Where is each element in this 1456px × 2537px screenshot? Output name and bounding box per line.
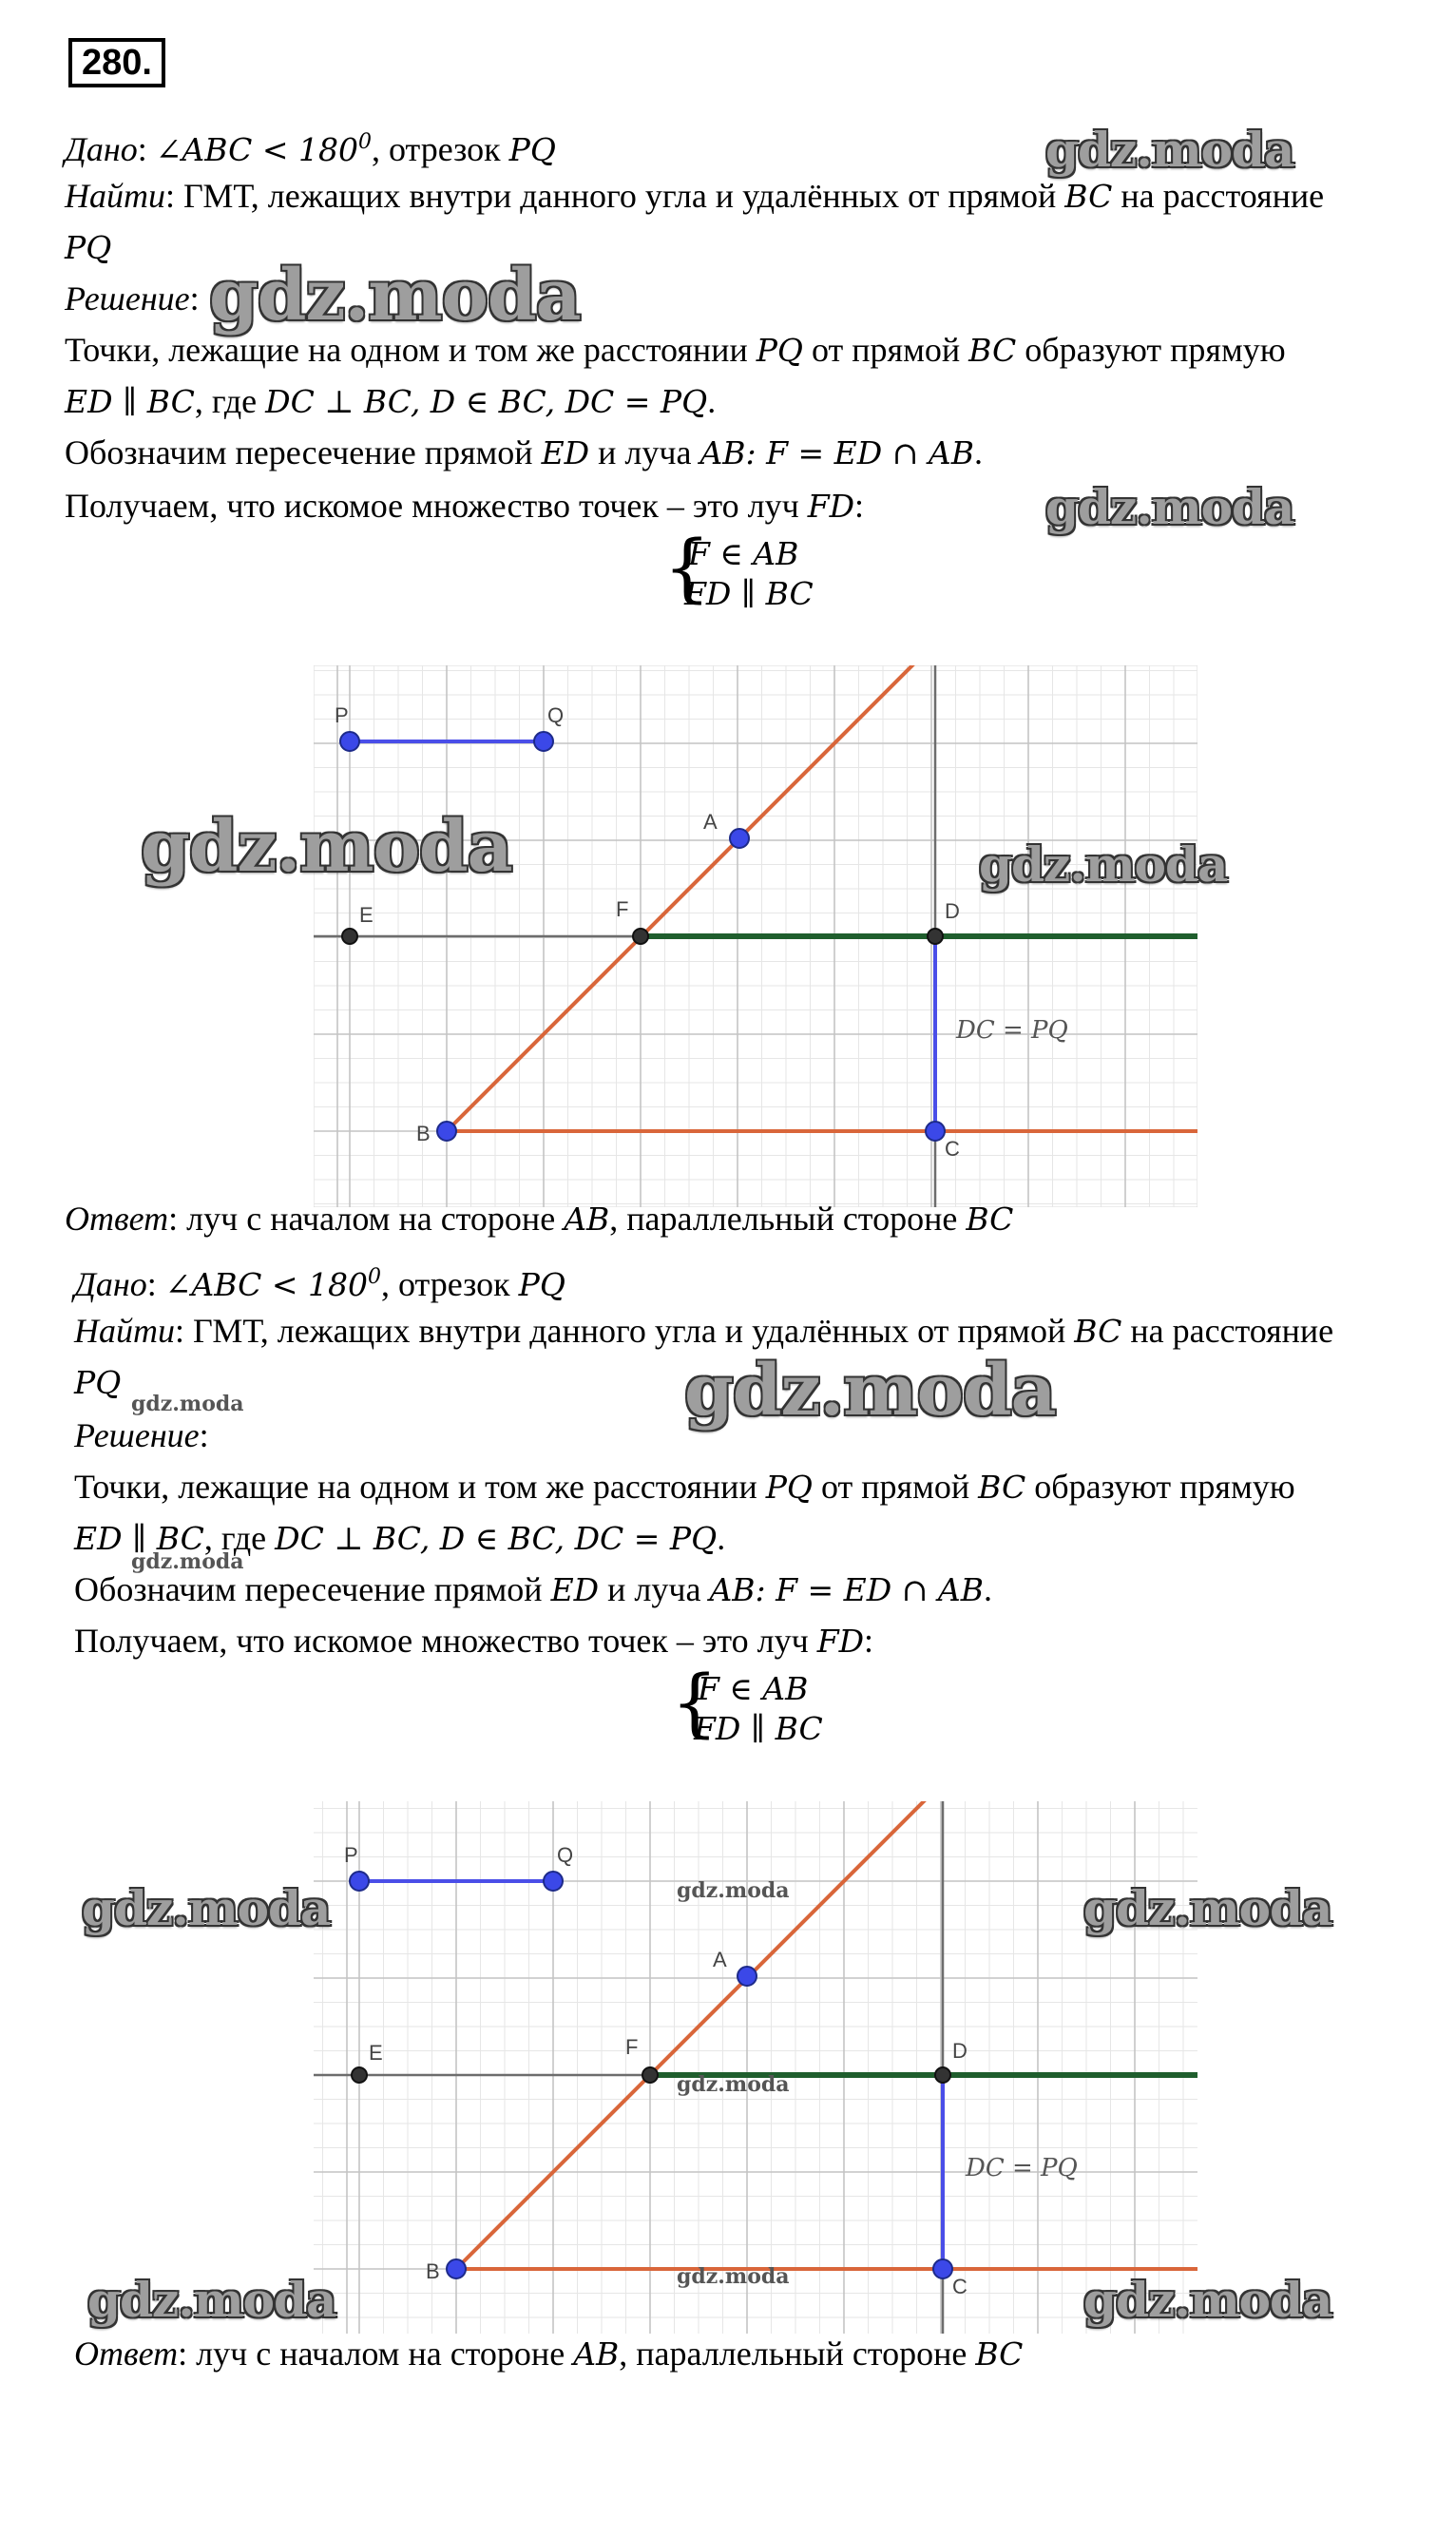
text: Обозначим пересечение прямой	[65, 433, 542, 471]
sep: :	[146, 1265, 165, 1303]
point-f	[633, 929, 648, 944]
label-d: D	[952, 2039, 967, 2063]
system-line-1	[688, 534, 798, 573]
math: BC	[968, 332, 1017, 369]
find-tail: на расстояние	[1121, 1312, 1334, 1350]
watermark-small: gdz.moda	[677, 2072, 790, 2097]
find-line-2	[65, 228, 111, 267]
point-c	[926, 1122, 945, 1141]
point-p	[350, 1872, 369, 1891]
math: F ∈ AB	[698, 1670, 809, 1707]
label-d: D	[945, 899, 960, 923]
text: , где	[203, 1519, 276, 1557]
math: AB	[573, 2335, 620, 2373]
math: BC	[978, 1469, 1026, 1506]
segment-pq: PQ	[508, 131, 556, 168]
system-line-2	[694, 1709, 823, 1748]
math: ED	[541, 434, 590, 471]
text: образуют прямую	[1016, 331, 1286, 369]
text: и луча	[589, 433, 700, 471]
point-a	[730, 829, 749, 848]
line-bc: BC	[1064, 178, 1113, 215]
solution-line-1	[74, 1468, 1295, 1507]
text: луч с началом на стороне	[186, 1200, 565, 1238]
text: Получаем, что искомое множество точек – это луч	[74, 1622, 817, 1660]
text: .	[717, 1519, 726, 1557]
solution-line-3	[74, 1570, 992, 1609]
watermark: gdz.moda	[979, 836, 1228, 893]
math: BC	[975, 2335, 1024, 2373]
text: , параллельный стороне	[609, 1200, 967, 1238]
degree-sup: 0	[368, 1265, 381, 1289]
text: :	[854, 487, 865, 525]
math: DC ⊥ BC, D ∈ BC, DC = PQ	[265, 383, 708, 420]
label-a: A	[713, 1948, 727, 1971]
solution-label-line	[65, 279, 200, 317]
watermark-small: gdz.moda	[131, 1549, 244, 1574]
problem-number: 280.	[68, 38, 165, 87]
solution-line-4	[65, 487, 864, 526]
solution-line-3	[65, 433, 983, 472]
point-b	[437, 1122, 456, 1141]
watermark: gdz.moda	[141, 806, 512, 888]
colon: :	[189, 279, 200, 317]
text: .	[983, 1570, 992, 1608]
label-p: P	[335, 703, 349, 727]
math: FD ∥ BC	[694, 1710, 823, 1747]
point-d	[928, 929, 943, 944]
answer-line	[65, 1200, 1013, 1239]
answer-line	[74, 2335, 1023, 2374]
math: FD ∥ BC	[684, 575, 814, 612]
label-c: C	[945, 1137, 960, 1161]
text: и луча	[599, 1570, 710, 1608]
text: , параллельный стороне	[619, 2335, 976, 2373]
find-text: ГМТ, лежащих внутри данного угла и удалённых от прямой	[193, 1312, 1075, 1350]
label-b: B	[416, 1122, 431, 1145]
label-e: E	[359, 903, 374, 927]
given-line	[65, 124, 556, 169]
text: , где	[194, 382, 266, 420]
watermark: gdz.moda	[82, 1880, 331, 1936]
watermark: gdz.moda	[209, 255, 581, 336]
label-q: Q	[547, 703, 565, 727]
given-rest: , отрезок	[381, 1265, 519, 1303]
text: :	[864, 1622, 874, 1660]
math: FD	[807, 488, 855, 525]
watermark: gdz.moda	[87, 2272, 336, 2328]
point-q	[544, 1872, 563, 1891]
find-text: ГМТ, лежащих внутри данного угла и удалённых от прямой	[183, 177, 1065, 215]
solution-label: Решение	[65, 279, 190, 317]
text: Точки, лежащие на одном и том же расстоянии	[65, 331, 757, 369]
math: DC ⊥ BC, D ∈ BC, DC = PQ	[275, 1520, 718, 1557]
label-f: F	[616, 897, 629, 921]
system-brace: {	[671, 1661, 718, 1746]
sep: :	[175, 1312, 194, 1350]
solution-line-2	[65, 382, 716, 421]
text: Получаем, что искомое множество точек – это луч	[65, 487, 808, 525]
text: .	[707, 382, 717, 420]
angle-expr: ∠ABC < 180	[155, 131, 358, 168]
system-line-2	[684, 574, 814, 613]
find-line	[74, 1312, 1333, 1351]
annotation-dc-pq: DC = PQ	[966, 2154, 1078, 2182]
segment-pq: PQ	[74, 1364, 122, 1401]
solution-label-line	[74, 1416, 209, 1454]
annotation-dc-pq: DC = PQ	[956, 1016, 1068, 1045]
construction-figure-1	[314, 665, 1197, 1207]
watermark: gdz.moda	[1083, 2272, 1332, 2328]
given-line	[74, 1259, 565, 1304]
answer-label: Ответ	[74, 2335, 179, 2373]
math: PQ	[765, 1469, 813, 1506]
text: образуют прямую	[1025, 1468, 1295, 1506]
math: ED	[550, 1571, 600, 1608]
segment-pq: PQ	[518, 1266, 565, 1303]
math: PQ	[756, 332, 803, 369]
point-f	[642, 2067, 658, 2083]
point-b	[447, 2259, 466, 2278]
math: AB	[564, 1201, 610, 1238]
watermark: gdz.moda	[1045, 122, 1294, 178]
point-e	[342, 929, 357, 944]
watermark-small: gdz.moda	[131, 1392, 244, 1416]
label-c: C	[952, 2275, 967, 2298]
find-line-2	[74, 1363, 121, 1402]
label-b: B	[426, 2259, 440, 2283]
find-line	[65, 177, 1324, 216]
line-bc: BC	[1074, 1313, 1122, 1350]
point-c	[933, 2259, 952, 2278]
math: AB: F = ED ∩ AB	[709, 1571, 984, 1608]
watermark: gdz.moda	[1083, 1880, 1332, 1936]
ray-ba	[447, 665, 916, 1131]
answer-label: Ответ	[65, 1200, 169, 1238]
sep: :	[165, 177, 184, 215]
find-tail: на расстояние	[1112, 177, 1325, 215]
point-p	[340, 732, 359, 751]
ray-ba	[456, 1801, 929, 2269]
math: BC	[966, 1201, 1014, 1238]
point-d	[935, 2067, 950, 2083]
segment-pq: PQ	[65, 229, 112, 266]
system-brace: {	[663, 526, 711, 611]
text: от прямой	[802, 331, 969, 369]
solution-line-4	[74, 1622, 873, 1661]
solution-label: Решение	[74, 1416, 200, 1454]
point-e	[352, 2067, 367, 2083]
text: Точки, лежащие на одном и том же расстоянии	[74, 1468, 766, 1506]
degree-sup: 0	[358, 130, 372, 154]
find-label: Найти	[74, 1312, 175, 1350]
colon: :	[199, 1416, 209, 1454]
math: AB: F = ED ∩ AB	[699, 434, 974, 471]
sep: :	[178, 2335, 197, 2373]
watermark: gdz.moda	[1045, 479, 1294, 535]
label-e: E	[369, 2041, 383, 2065]
watermark-small: gdz.moda	[677, 1878, 790, 1903]
sep: :	[137, 130, 156, 168]
label-p: P	[344, 1843, 358, 1867]
point-a	[738, 1967, 757, 1986]
label-f: F	[625, 2035, 639, 2059]
math: ED ∥ BC	[74, 1520, 204, 1557]
find-label: Найти	[65, 177, 165, 215]
text: луч с началом на стороне	[196, 2335, 574, 2373]
math: ED ∥ BC	[65, 383, 195, 420]
solution-line-1	[65, 331, 1286, 370]
system-line-1	[698, 1669, 808, 1708]
given-label: Дано	[74, 1265, 147, 1303]
given-label: Дано	[65, 130, 138, 168]
angle-expr: ∠ABC < 180	[164, 1266, 368, 1303]
label-a: A	[703, 810, 718, 834]
math: F ∈ AB	[688, 535, 799, 572]
given-rest: , отрезок	[372, 130, 509, 168]
label-q: Q	[557, 1843, 574, 1867]
sep: :	[168, 1200, 187, 1238]
math: FD	[816, 1623, 865, 1660]
text: от прямой	[812, 1468, 979, 1506]
point-q	[534, 732, 553, 751]
text: Обозначим пересечение прямой	[74, 1570, 551, 1608]
watermark: gdz.moda	[684, 1350, 1056, 1432]
watermark-small: gdz.moda	[677, 2264, 790, 2289]
text: .	[973, 433, 983, 471]
